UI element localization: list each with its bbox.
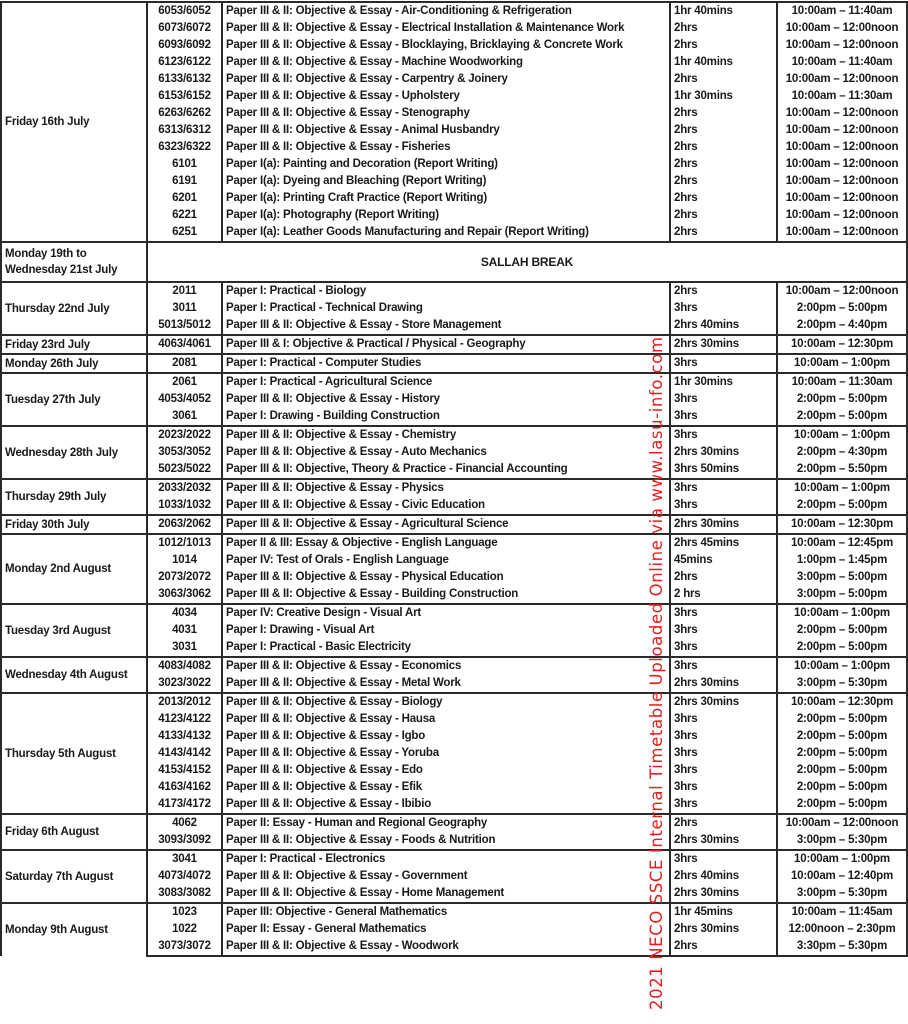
paper-code-cell: 2073/2072 <box>147 569 222 586</box>
time-cell: 10:00am – 1:00pm <box>777 604 907 622</box>
time-cell: 10:00am – 12:00noon <box>777 71 907 88</box>
duration-cell: 2hrs 45mins <box>670 534 777 552</box>
timetable-row <box>1 354 907 373</box>
exam-date-cell: Tuesday 3rd August <box>1 604 147 657</box>
time-cell: 3:00pm – 5:30pm <box>777 675 907 693</box>
duration-cell: 3hrs <box>670 762 777 779</box>
paper-title-cell: Paper III & II: Objective & Essay - Physical Education <box>222 569 670 586</box>
paper-code-cell: 4062 <box>147 814 222 832</box>
time-cell: 12:00noon – 2:30pm <box>777 921 907 938</box>
time-cell: 10:00am – 12:30pm <box>777 335 907 354</box>
exam-date-cell: Thursday 22nd July <box>1 282 147 335</box>
time-cell: 3:00pm – 5:30pm <box>777 832 907 850</box>
exam-date-cell: Friday 30th July <box>1 515 147 534</box>
paper-title-cell: Paper III & II: Objective & Essay - Foods & Nutrition <box>222 832 670 850</box>
paper-title-cell: Paper III & II: Objective & Essay - Upholstery <box>222 88 670 105</box>
paper-title-cell: Paper III & II: Objective & Essay - Auto Mechanics <box>222 444 670 461</box>
paper-code-cell: 3011 <box>147 300 222 317</box>
paper-title-cell: Paper III: Objective - General Mathematics <box>222 903 670 921</box>
paper-code-cell: 3083/3082 <box>147 885 222 903</box>
time-cell: 10:00am – 11:40am <box>777 2 907 20</box>
time-cell: 2:00pm – 5:00pm <box>777 300 907 317</box>
paper-code-cell: 1014 <box>147 552 222 569</box>
time-cell: 2:00pm – 5:50pm <box>777 461 907 479</box>
duration-cell: 3hrs <box>670 745 777 762</box>
exam-date-cell: Monday 2nd August <box>1 534 147 604</box>
paper-title-cell: Paper I: Practical - Agricultural Science <box>222 373 670 391</box>
paper-code-cell: 4073/4072 <box>147 868 222 885</box>
paper-code-cell: 6201 <box>147 190 222 207</box>
paper-title-cell: Paper III & II: Objective & Essay - Metal Work <box>222 675 670 693</box>
paper-code-cell: 4123/4122 <box>147 711 222 728</box>
time-cell: 2:00pm – 5:00pm <box>777 408 907 426</box>
paper-code-cell: 6221 <box>147 207 222 224</box>
paper-code-cell: 4083/4082 <box>147 657 222 675</box>
duration-cell: 2hrs <box>670 190 777 207</box>
duration-cell: 3hrs <box>670 622 777 639</box>
paper-title-cell: Paper I(a): Leather Goods Manufacturing and Repair (Report Writing) <box>222 224 670 242</box>
paper-title-cell: Paper I: Practical - Technical Drawing <box>222 300 670 317</box>
duration-cell: 1hr 40mins <box>670 2 777 20</box>
duration-cell: 3hrs <box>670 497 777 515</box>
duration-cell: 3hrs <box>670 657 777 675</box>
time-cell: 2:00pm – 5:00pm <box>777 639 907 657</box>
paper-title-cell: Paper III & II: Objective & Essay - Air-Conditioning & Refrigeration <box>222 2 670 20</box>
paper-title-cell: Paper I: Practical - Biology <box>222 282 670 300</box>
time-cell: 2:00pm – 5:00pm <box>777 779 907 796</box>
watermark-text: 2021 NECO SSCE Internal Timetable Uploaded Online via www.lasu-info.com <box>647 336 666 1010</box>
time-cell: 2:00pm – 5:00pm <box>777 391 907 408</box>
paper-code-cell: 6133/6132 <box>147 71 222 88</box>
duration-cell: 2hrs 40mins <box>670 868 777 885</box>
duration-cell: 3hrs <box>670 604 777 622</box>
paper-code-cell: 6093/6092 <box>147 37 222 54</box>
paper-code-cell: 3073/3072 <box>147 938 222 956</box>
duration-cell: 2hrs 30mins <box>670 832 777 850</box>
duration-cell: 2hrs 30mins <box>670 693 777 711</box>
time-cell: 10:00am – 12:00noon <box>777 156 907 173</box>
timetable-row <box>1 282 907 300</box>
paper-title-cell: Paper III & II: Objective & Essay - Efik <box>222 779 670 796</box>
time-cell: 10:00am – 1:00pm <box>777 426 907 444</box>
duration-cell: 2hrs <box>670 156 777 173</box>
paper-title-cell: Paper III & II: Objective & Essay - Electrical Installation & Maintenance Work <box>222 20 670 37</box>
paper-code-cell: 4163/4162 <box>147 779 222 796</box>
exam-date-cell: Monday 9th August <box>1 903 147 956</box>
time-cell: 10:00am – 1:00pm <box>777 354 907 373</box>
paper-code-cell: 6123/6122 <box>147 54 222 71</box>
duration-cell: 1hr 40mins <box>670 54 777 71</box>
time-cell: 10:00am – 1:00pm <box>777 850 907 868</box>
paper-code-cell: 1022 <box>147 921 222 938</box>
time-cell: 10:00am – 12:45pm <box>777 534 907 552</box>
duration-cell: 3hrs <box>670 354 777 373</box>
duration-cell: 3hrs 50mins <box>670 461 777 479</box>
paper-title-cell: Paper III & II: Objective, Theory & Practice - Financial Accounting <box>222 461 670 479</box>
paper-title-cell: Paper III & II: Objective & Essay - Economics <box>222 657 670 675</box>
paper-code-cell: 4153/4152 <box>147 762 222 779</box>
exam-date-cell: Thursday 5th August <box>1 693 147 814</box>
time-cell: 2:00pm – 4:40pm <box>777 317 907 335</box>
duration-cell: 3hrs <box>670 850 777 868</box>
duration-cell: 2hrs <box>670 207 777 224</box>
duration-cell: 3hrs <box>670 796 777 814</box>
paper-code-cell: 2011 <box>147 282 222 300</box>
exam-date-cell: Thursday 29th July <box>1 479 147 515</box>
duration-cell: 2hrs <box>670 105 777 122</box>
duration-cell: 3hrs <box>670 426 777 444</box>
time-cell: 3:00pm – 5:30pm <box>777 885 907 903</box>
paper-code-cell: 2033/2032 <box>147 479 222 497</box>
duration-cell: 2hrs <box>670 20 777 37</box>
time-cell: 10:00am – 11:45am <box>777 903 907 921</box>
duration-cell: 2hrs 30mins <box>670 335 777 354</box>
time-cell: 2:00pm – 4:30pm <box>777 444 907 461</box>
paper-code-cell: 2061 <box>147 373 222 391</box>
duration-cell: 2hrs 30mins <box>670 444 777 461</box>
time-cell: 3:00pm – 5:00pm <box>777 586 907 604</box>
paper-title-cell: Paper IV: Test of Orals - English Language <box>222 552 670 569</box>
paper-title-cell: Paper II: Essay - Human and Regional Geography <box>222 814 670 832</box>
paper-code-cell: 3023/3022 <box>147 675 222 693</box>
time-cell: 3:30pm – 5:30pm <box>777 938 907 956</box>
paper-title-cell: Paper I: Practical - Basic Electricity <box>222 639 670 657</box>
paper-title-cell: Paper I(a): Dyeing and Bleaching (Report Writing) <box>222 173 670 190</box>
time-cell: 2:00pm – 5:00pm <box>777 745 907 762</box>
time-cell: 10:00am – 12:00noon <box>777 173 907 190</box>
paper-code-cell: 4063/4061 <box>147 335 222 354</box>
exam-date-cell: Wednesday 28th July <box>1 426 147 479</box>
timetable-row <box>1 693 907 711</box>
timetable-row <box>1 814 907 832</box>
duration-cell: 3hrs <box>670 300 777 317</box>
paper-title-cell: Paper III & II: Objective & Essay - Hausa <box>222 711 670 728</box>
paper-title-cell: Paper III & II: Objective & Essay - Physics <box>222 479 670 497</box>
timetable-body <box>1 2 907 956</box>
exam-date-cell: Wednesday 4th August <box>1 657 147 693</box>
time-cell: 10:00am – 12:00noon <box>777 207 907 224</box>
paper-title-cell: Paper III & II: Objective & Essay - Home Management <box>222 885 670 903</box>
paper-title-cell: Paper III & II: Objective & Essay - Carpentry & Joinery <box>222 71 670 88</box>
paper-title-cell: Paper I: Drawing - Visual Art <box>222 622 670 639</box>
paper-title-cell: Paper III & II: Objective & Essay - Building Construction <box>222 586 670 604</box>
paper-code-cell: 3031 <box>147 639 222 657</box>
duration-cell: 45mins <box>670 552 777 569</box>
exam-timetable <box>0 1 908 957</box>
paper-code-cell: 1012/1013 <box>147 534 222 552</box>
paper-title-cell: Paper I(a): Painting and Decoration (Report Writing) <box>222 156 670 173</box>
paper-title-cell: Paper IV: Creative Design - Visual Art <box>222 604 670 622</box>
exam-date-cell: Friday 23rd July <box>1 335 147 354</box>
time-cell: 10:00am – 12:00noon <box>777 122 907 139</box>
paper-title-cell: Paper I: Drawing - Building Construction <box>222 408 670 426</box>
paper-title-cell: Paper III & II: Objective & Essay - Chemistry <box>222 426 670 444</box>
paper-code-cell: 3061 <box>147 408 222 426</box>
paper-code-cell: 6101 <box>147 156 222 173</box>
paper-code-cell: 5023/5022 <box>147 461 222 479</box>
time-cell: 10:00am – 11:30am <box>777 88 907 105</box>
duration-cell: 2hrs 30mins <box>670 921 777 938</box>
paper-title-cell: Paper III & II: Objective & Essay - Yoruba <box>222 745 670 762</box>
timetable-row <box>1 373 907 391</box>
paper-title-cell: Paper I: Practical - Electronics <box>222 850 670 868</box>
paper-code-cell: 6073/6072 <box>147 20 222 37</box>
exam-date-cell: Friday 6th August <box>1 814 147 850</box>
paper-code-cell: 6053/6052 <box>147 2 222 20</box>
duration-cell: 3hrs <box>670 728 777 745</box>
duration-cell: 2hrs 30mins <box>670 675 777 693</box>
paper-title-cell: Paper III & II: Objective & Essay - Ibibio <box>222 796 670 814</box>
paper-code-cell: 4053/4052 <box>147 391 222 408</box>
paper-code-cell: 3063/3062 <box>147 586 222 604</box>
duration-cell: 3hrs <box>670 479 777 497</box>
time-cell: 2:00pm – 5:00pm <box>777 622 907 639</box>
paper-code-cell: 4173/4172 <box>147 796 222 814</box>
time-cell: 10:00am – 12:30pm <box>777 515 907 534</box>
paper-title-cell: Paper III & II: Objective & Essay - Machine Woodworking <box>222 54 670 71</box>
duration-cell: 2hrs <box>670 569 777 586</box>
paper-code-cell: 2023/2022 <box>147 426 222 444</box>
time-cell: 2:00pm – 5:00pm <box>777 728 907 745</box>
time-cell: 2:00pm – 5:00pm <box>777 497 907 515</box>
time-cell: 10:00am – 1:00pm <box>777 657 907 675</box>
duration-cell: 1hr 45mins <box>670 903 777 921</box>
paper-title-cell: Paper II: Essay - General Mathematics <box>222 921 670 938</box>
paper-title-cell: Paper I(a): Photography (Report Writing) <box>222 207 670 224</box>
timetable-row <box>1 850 907 868</box>
paper-code-cell: 6153/6152 <box>147 88 222 105</box>
exam-date-cell: Saturday 7th August <box>1 850 147 903</box>
timetable-row <box>1 426 907 444</box>
paper-title-cell: Paper III & II: Objective & Essay - Store Management <box>222 317 670 335</box>
paper-code-cell: 2081 <box>147 354 222 373</box>
duration-cell: 2 hrs <box>670 586 777 604</box>
timetable-row <box>1 2 907 20</box>
paper-title-cell: Paper III & II: Objective & Essay - Edo <box>222 762 670 779</box>
duration-cell: 3hrs <box>670 639 777 657</box>
paper-title-cell: Paper III & II: Objective & Essay - Blocklaying, Bricklaying & Concrete Work <box>222 37 670 54</box>
duration-cell: 2hrs <box>670 938 777 956</box>
paper-code-cell: 4133/4132 <box>147 728 222 745</box>
break-label: SALLAH BREAK <box>147 242 907 282</box>
exam-date-cell: Monday 26th July <box>1 354 147 373</box>
paper-title-cell: Paper I: Practical - Computer Studies <box>222 354 670 373</box>
timetable-row <box>1 604 907 622</box>
duration-cell: 3hrs <box>670 711 777 728</box>
duration-cell: 2hrs <box>670 122 777 139</box>
time-cell: 2:00pm – 5:00pm <box>777 762 907 779</box>
timetable-row-break <box>1 242 907 282</box>
duration-cell: 3hrs <box>670 408 777 426</box>
time-cell: 2:00pm – 5:00pm <box>777 796 907 814</box>
paper-code-cell: 3093/3092 <box>147 832 222 850</box>
timetable-row <box>1 479 907 497</box>
paper-code-cell: 3053/3052 <box>147 444 222 461</box>
time-cell: 10:00am – 12:00noon <box>777 105 907 122</box>
paper-code-cell: 6313/6312 <box>147 122 222 139</box>
time-cell: 10:00am – 12:00noon <box>777 139 907 156</box>
paper-code-cell: 2013/2012 <box>147 693 222 711</box>
paper-title-cell: Paper III & II: Objective & Essay - Fisheries <box>222 139 670 156</box>
paper-code-cell: 1033/1032 <box>147 497 222 515</box>
timetable-row <box>1 534 907 552</box>
duration-cell: 2hrs <box>670 224 777 242</box>
duration-cell: 2hrs 40mins <box>670 317 777 335</box>
timetable-row <box>1 335 907 354</box>
timetable-row <box>1 657 907 675</box>
paper-code-cell: 6251 <box>147 224 222 242</box>
exam-date-cell: Tuesday 27th July <box>1 373 147 426</box>
paper-title-cell: Paper II & III: Essay & Objective - English Language <box>222 534 670 552</box>
paper-code-cell: 4143/4142 <box>147 745 222 762</box>
paper-title-cell: Paper III & II: Objective & Essay - Animal Husbandry <box>222 122 670 139</box>
time-cell: 10:00am – 12:00noon <box>777 37 907 54</box>
paper-code-cell: 3041 <box>147 850 222 868</box>
exam-date-cell: Friday 16th July <box>1 2 147 242</box>
duration-cell: 2hrs <box>670 71 777 88</box>
time-cell: 3:00pm – 5:00pm <box>777 569 907 586</box>
paper-title-cell: Paper III & II: Objective & Essay - Civic Education <box>222 497 670 515</box>
paper-code-cell: 6191 <box>147 173 222 190</box>
time-cell: 10:00am – 12:00noon <box>777 20 907 37</box>
time-cell: 10:00am – 12:00noon <box>777 282 907 300</box>
time-cell: 10:00am – 12:00noon <box>777 814 907 832</box>
paper-code-cell: 4034 <box>147 604 222 622</box>
time-cell: 10:00am – 12:40pm <box>777 868 907 885</box>
paper-title-cell: Paper III & II: Objective & Essay - Agricultural Science <box>222 515 670 534</box>
time-cell: 10:00am – 12:00noon <box>777 224 907 242</box>
duration-cell: 2hrs <box>670 37 777 54</box>
time-cell: 1:00pm – 1:45pm <box>777 552 907 569</box>
paper-title-cell: Paper III & II: Objective & Essay - Stenography <box>222 105 670 122</box>
timetable-row <box>1 515 907 534</box>
duration-cell: 2hrs <box>670 173 777 190</box>
duration-cell: 1hr 30mins <box>670 373 777 391</box>
paper-title-cell: Paper III & II: Objective & Essay - Igbo <box>222 728 670 745</box>
duration-cell: 3hrs <box>670 391 777 408</box>
time-cell: 10:00am – 11:30am <box>777 373 907 391</box>
duration-cell: 1hr 30mins <box>670 88 777 105</box>
time-cell: 10:00am – 12:30pm <box>777 693 907 711</box>
paper-title-cell: Paper III & II: Objective & Essay - Government <box>222 868 670 885</box>
paper-code-cell: 4031 <box>147 622 222 639</box>
time-cell: 10:00am – 11:40am <box>777 54 907 71</box>
duration-cell: 2hrs <box>670 282 777 300</box>
paper-code-cell: 1023 <box>147 903 222 921</box>
timetable-row <box>1 903 907 921</box>
time-cell: 10:00am – 12:00noon <box>777 190 907 207</box>
paper-code-cell: 5013/5012 <box>147 317 222 335</box>
duration-cell: 2hrs <box>670 814 777 832</box>
paper-code-cell: 6323/6322 <box>147 139 222 156</box>
paper-title-cell: Paper III & II: Objective & Essay - Woodwork <box>222 938 670 956</box>
paper-title-cell: Paper I(a): Printing Craft Practice (Report Writing) <box>222 190 670 207</box>
duration-cell: 2hrs 30mins <box>670 885 777 903</box>
exam-date-cell: Monday 19th to Wednesday 21st July <box>1 242 147 282</box>
paper-title-cell: Paper III & II: Objective & Essay - History <box>222 391 670 408</box>
paper-code-cell: 2063/2062 <box>147 515 222 534</box>
paper-title-cell: Paper III & II: Objective & Essay - Biology <box>222 693 670 711</box>
duration-cell: 3hrs <box>670 779 777 796</box>
time-cell: 2:00pm – 5:00pm <box>777 711 907 728</box>
paper-title-cell: Paper III & I: Objective & Practical / Physical - Geography <box>222 335 670 354</box>
time-cell: 10:00am – 1:00pm <box>777 479 907 497</box>
duration-cell: 2hrs 30mins <box>670 515 777 534</box>
duration-cell: 2hrs <box>670 139 777 156</box>
paper-code-cell: 6263/6262 <box>147 105 222 122</box>
